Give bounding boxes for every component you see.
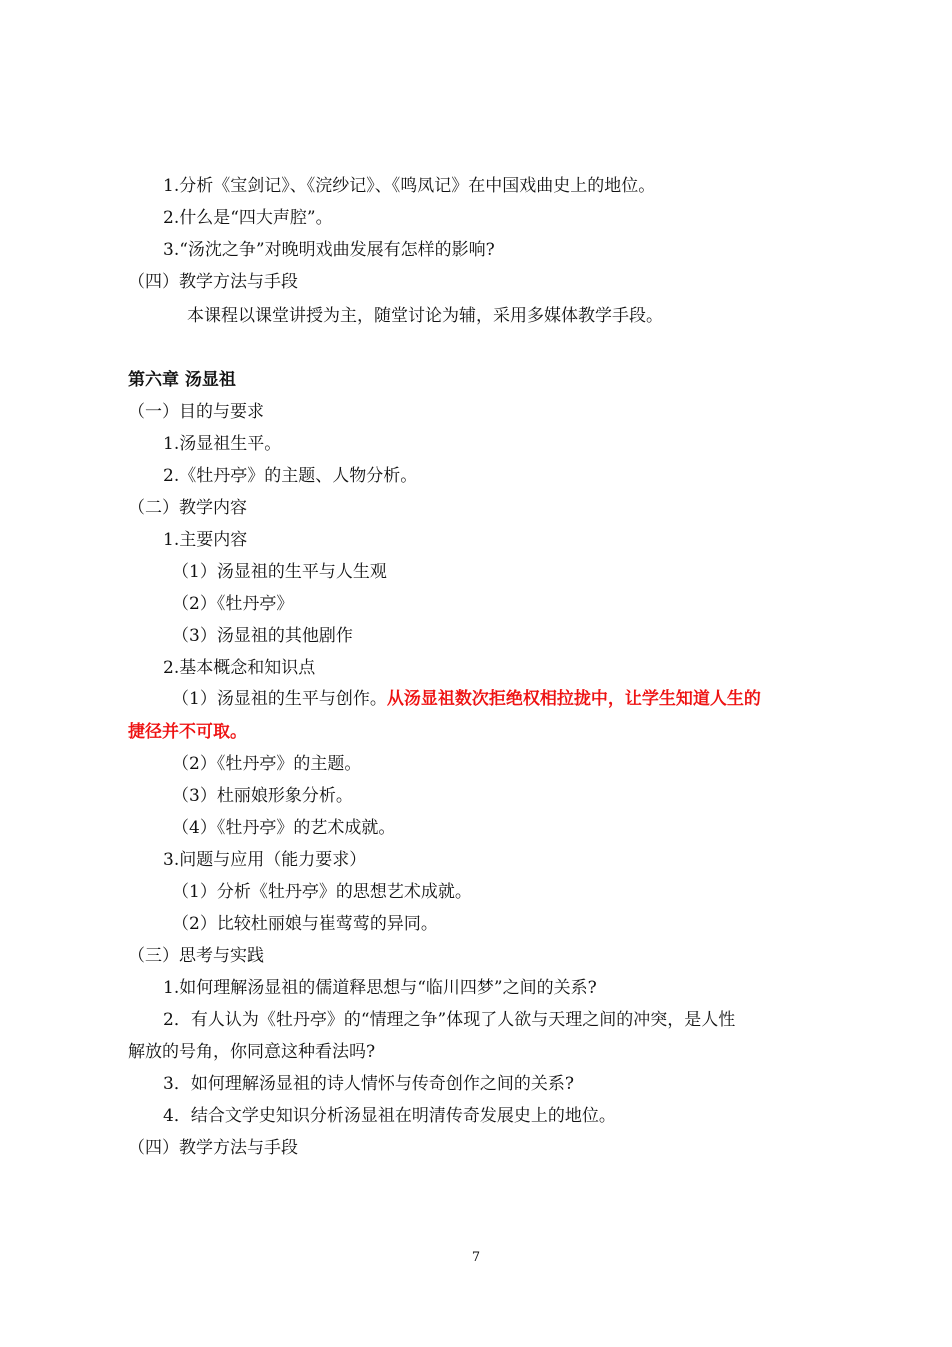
concept-item: （2）《牡丹亭》的主题。 — [172, 754, 362, 774]
concept-1-highlight: 从汤显祖数次拒绝权相拉拢中，让学生知道人生的 — [386, 689, 761, 709]
concept-item: （3）杜丽娘形象分析。 — [172, 786, 353, 806]
method-heading-prev: （四）教学方法与手段 — [128, 272, 298, 292]
concept-1 — [172, 688, 761, 710]
concept-1-text: （1）汤显祖的生平与创作。 — [172, 689, 387, 709]
method-text: 本课程以课堂讲授为主，随堂讨论为辅，采用多媒体教学手段。 — [187, 306, 663, 326]
question-2: 2.什么是“四大声腔”。 — [163, 208, 333, 228]
goal-1: 1.汤显祖生平。 — [163, 434, 282, 454]
main-content-item: （1）汤显祖的生平与人生观 — [172, 562, 387, 582]
apply-label: 3.问题与应用（能力要求） — [163, 850, 367, 870]
method-heading: （四）教学方法与手段 — [128, 1138, 298, 1158]
page-number: 7 — [471, 1250, 481, 1265]
think-1: 1.如何理解汤显祖的儒道释思想与“临川四梦”之间的关系? — [163, 978, 597, 998]
think-heading: （三）思考与实践 — [128, 946, 264, 966]
concepts-label: 2.基本概念和知识点 — [163, 658, 316, 678]
chapter-title: 第六章 汤显祖 — [128, 370, 236, 390]
main-content-item: （2）《牡丹亭》 — [172, 594, 294, 614]
think-2-cont: 解放的号角，你同意这种看法吗? — [128, 1042, 376, 1062]
apply-item: （2）比较杜丽娘与崔莺莺的异同。 — [172, 914, 438, 934]
main-content-label: 1.主要内容 — [163, 530, 248, 550]
concept-item: （4）《牡丹亭》的艺术成就。 — [172, 818, 396, 838]
main-content-item: （3）汤显祖的其他剧作 — [172, 626, 353, 646]
question-3: 3.“汤沈之争”对晚明戏曲发展有怎样的影响? — [163, 240, 495, 260]
goal-2: 2.《牡丹亭》的主题、人物分析。 — [163, 466, 418, 486]
apply-item: （1）分析《牡丹亭》的思想艺术成就。 — [172, 882, 472, 902]
think-4: 4．结合文学史知识分析汤显祖在明清传奇发展史上的地位。 — [163, 1106, 616, 1126]
concept-1-highlight-cont: 捷径并不可取。 — [128, 722, 247, 742]
question-1: 1.分析《宝剑记》、《浣纱记》、《鸣凤记》在中国戏曲史上的地位。 — [163, 176, 656, 196]
think-2: 2．有人认为《牡丹亭》的“情理之争”体现了人欲与天理之间的冲突，是人性 — [163, 1010, 736, 1030]
content-heading: （二）教学内容 — [128, 498, 247, 518]
think-3: 3．如何理解汤显祖的诗人情怀与传奇创作之间的关系? — [163, 1074, 574, 1094]
goals-heading: （一）目的与要求 — [128, 402, 264, 422]
